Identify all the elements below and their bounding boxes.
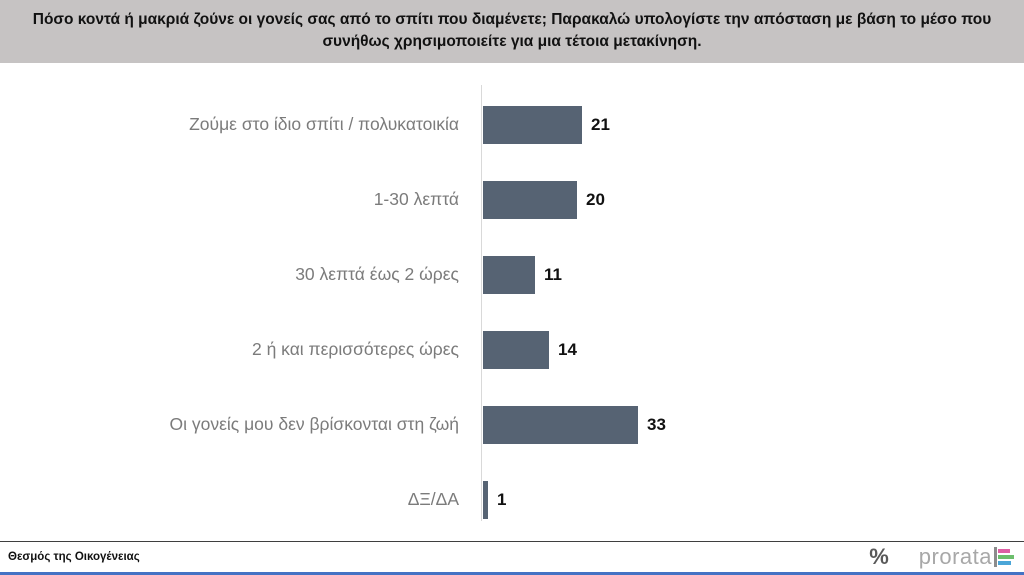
chart-row bbox=[0, 237, 1024, 312]
question-title: Πόσο κοντά ή μακριά ζούνε οι γονείς σας από το σπίτι που διαμένετε; Παρακαλώ υπολογίστε την απόσταση με βάση το μέσο που συνήθως χρησιμοποιείτε για μια τέτοια μετακίνηση. bbox=[32, 10, 992, 50]
logo-bars bbox=[998, 549, 1014, 565]
logo-bar-green bbox=[998, 555, 1014, 559]
value-label: 33 bbox=[647, 414, 666, 434]
source-label: Θεσμός της Οικογένειας bbox=[8, 551, 140, 563]
bar-wrap bbox=[483, 481, 506, 519]
category-label: Οι γονείς μου δεν βρίσκονται στη ζωή bbox=[169, 413, 459, 434]
value-label: 21 bbox=[591, 114, 610, 134]
category-label: ΔΞ/ΔΑ bbox=[407, 488, 459, 509]
bar-wrap bbox=[483, 256, 562, 294]
category-label: 2 ή και περισσότερες ώρες bbox=[251, 338, 459, 359]
bar bbox=[483, 256, 535, 294]
footer bbox=[0, 541, 1024, 572]
value-label: 20 bbox=[586, 189, 605, 209]
chart-row bbox=[0, 162, 1024, 237]
brand bbox=[869, 544, 1014, 570]
chart-row bbox=[0, 462, 1024, 537]
category-label: Ζούμε στο ίδιο σπίτι / πολυκατοικία bbox=[189, 113, 459, 134]
bar bbox=[483, 481, 488, 519]
chart-row bbox=[0, 312, 1024, 387]
logo-bar-blue bbox=[998, 561, 1011, 565]
bar-wrap bbox=[483, 106, 610, 144]
bar bbox=[483, 106, 582, 144]
brand-name: prorata bbox=[918, 544, 992, 569]
chart-row bbox=[0, 87, 1024, 162]
bar bbox=[483, 181, 577, 219]
value-label: 14 bbox=[558, 339, 577, 359]
bar bbox=[483, 406, 638, 444]
category-label: 1-30 λεπτά bbox=[373, 188, 459, 209]
question-header bbox=[0, 0, 1024, 63]
bar-wrap bbox=[483, 331, 577, 369]
chart-row bbox=[0, 387, 1024, 462]
bar-wrap bbox=[483, 181, 605, 219]
category-label: 30 λεπτά έως 2 ώρες bbox=[295, 263, 459, 284]
logo-axis-bar bbox=[994, 547, 997, 567]
prorata-logo-icon bbox=[994, 547, 1014, 567]
logo-bar-pink bbox=[998, 549, 1010, 553]
chart-rows bbox=[0, 87, 1024, 537]
value-label: 11 bbox=[544, 264, 562, 284]
bar-wrap bbox=[483, 406, 666, 444]
percent-icon: % bbox=[869, 544, 889, 569]
bar bbox=[483, 331, 549, 369]
bar-chart bbox=[0, 63, 1024, 541]
value-label: 1 bbox=[497, 489, 507, 509]
